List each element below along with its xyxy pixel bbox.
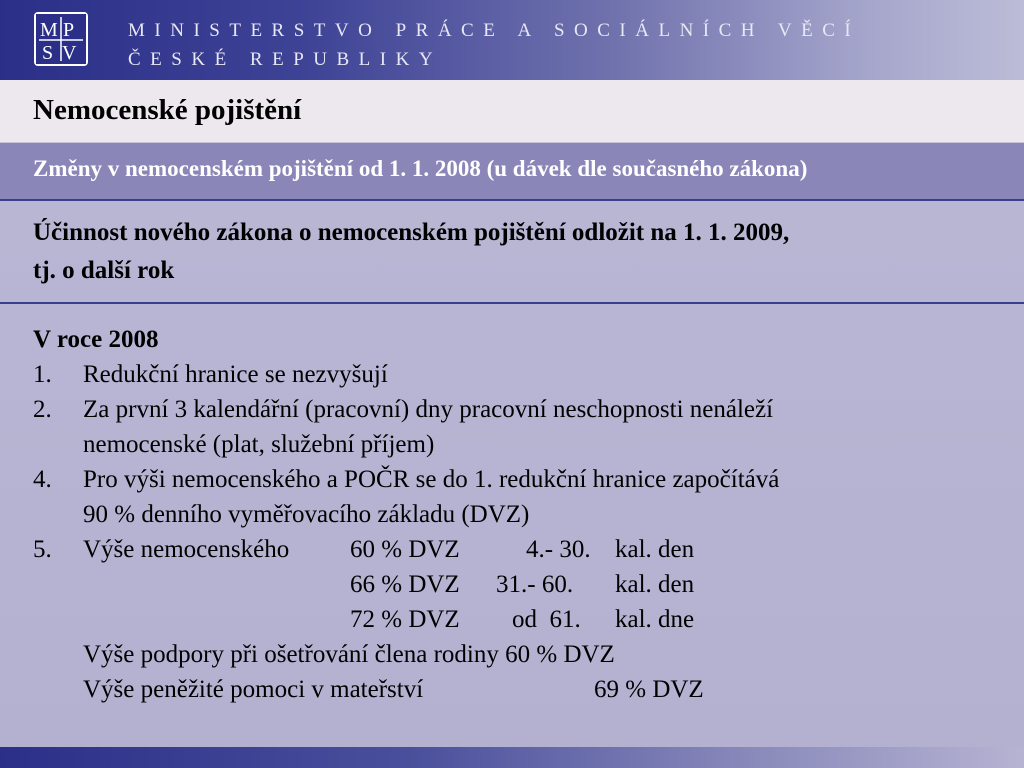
footer-bar	[0, 747, 1024, 768]
list-item	[33, 357, 1003, 392]
maternity-value: 69 % DVZ	[594, 676, 704, 703]
subtitle-band	[0, 143, 1024, 201]
ministry-name	[128, 16, 860, 74]
rate-row	[33, 567, 1003, 602]
intro-line-1: Účinnost nového zákona o nemocenském pojištění odložit na 1. 1. 2009,	[33, 219, 790, 246]
maternity-label: Výše peněžité pomoci v mateřství	[83, 676, 424, 703]
list-item	[33, 392, 1003, 427]
rate-percent: 60 % DVZ	[350, 536, 460, 563]
list-item-continuation	[33, 497, 1003, 532]
ministry-line-2: ČESKÉ REPUBLIKY	[128, 49, 443, 70]
rate-percent: 72 % DVZ	[350, 606, 460, 633]
rate-percent: 66 % DVZ	[350, 571, 460, 598]
header-bar	[0, 0, 1024, 80]
title-band	[0, 80, 1024, 143]
rate-row	[33, 602, 1003, 637]
care-text: Výše podpory při ošetřování člena rodiny 60 % DVZ	[83, 641, 615, 668]
item-text: Pro výši nemocenského a POČR se do 1. redukční hranice započítává	[83, 466, 780, 493]
subtitle: Změny v nemocenském pojištění od 1. 1. 2008 (u dávek dle současného zákona)	[33, 156, 808, 181]
intro-line-2: tj. o další rok	[33, 257, 175, 284]
list-item	[33, 532, 1003, 567]
item-text: Výše nemocenského	[83, 536, 290, 563]
rate-range: 4.- 30.	[526, 536, 591, 563]
page-title: Nemocenské pojištění	[33, 94, 302, 126]
rate-unit: kal. dne	[615, 606, 695, 633]
item-text: nemocenské (plat, služební příjem)	[83, 431, 435, 458]
mpsv-logo	[34, 12, 88, 66]
item-number: 1.	[33, 361, 52, 388]
rate-range: od 61.	[512, 606, 581, 633]
item-text: Za první 3 kalendářní (pracovní) dny pracovní neschopnosti nenáleží	[83, 396, 774, 423]
rate-unit: kal. den	[615, 536, 695, 563]
item-number: 2.	[33, 396, 52, 423]
care-row	[33, 637, 1003, 672]
maternity-row	[33, 672, 1003, 707]
svg-text:S: S	[42, 42, 54, 64]
list-item-continuation	[33, 427, 1003, 462]
rate-unit: kal. den	[615, 571, 695, 598]
svg-text:P: P	[63, 19, 75, 41]
intro-paragraph	[33, 214, 993, 290]
content-list	[33, 322, 1003, 707]
rate-range: 31.- 60.	[496, 571, 574, 598]
ministry-line-1: MINISTERSTVO PRÁCE A SOCIÁLNÍCH VĚCÍ	[128, 20, 861, 41]
item-text: Redukční hranice se nezvyšují	[83, 361, 388, 388]
item-number: 4.	[33, 466, 52, 493]
svg-text:V: V	[62, 42, 77, 64]
item-number: 5.	[33, 536, 52, 563]
item-text: 90 % denního vyměřovacího základu (DVZ)	[83, 501, 530, 528]
divider	[0, 302, 1024, 304]
list-item	[33, 462, 1003, 497]
year-heading: V roce 2008	[33, 326, 159, 353]
svg-text:M: M	[40, 19, 58, 41]
